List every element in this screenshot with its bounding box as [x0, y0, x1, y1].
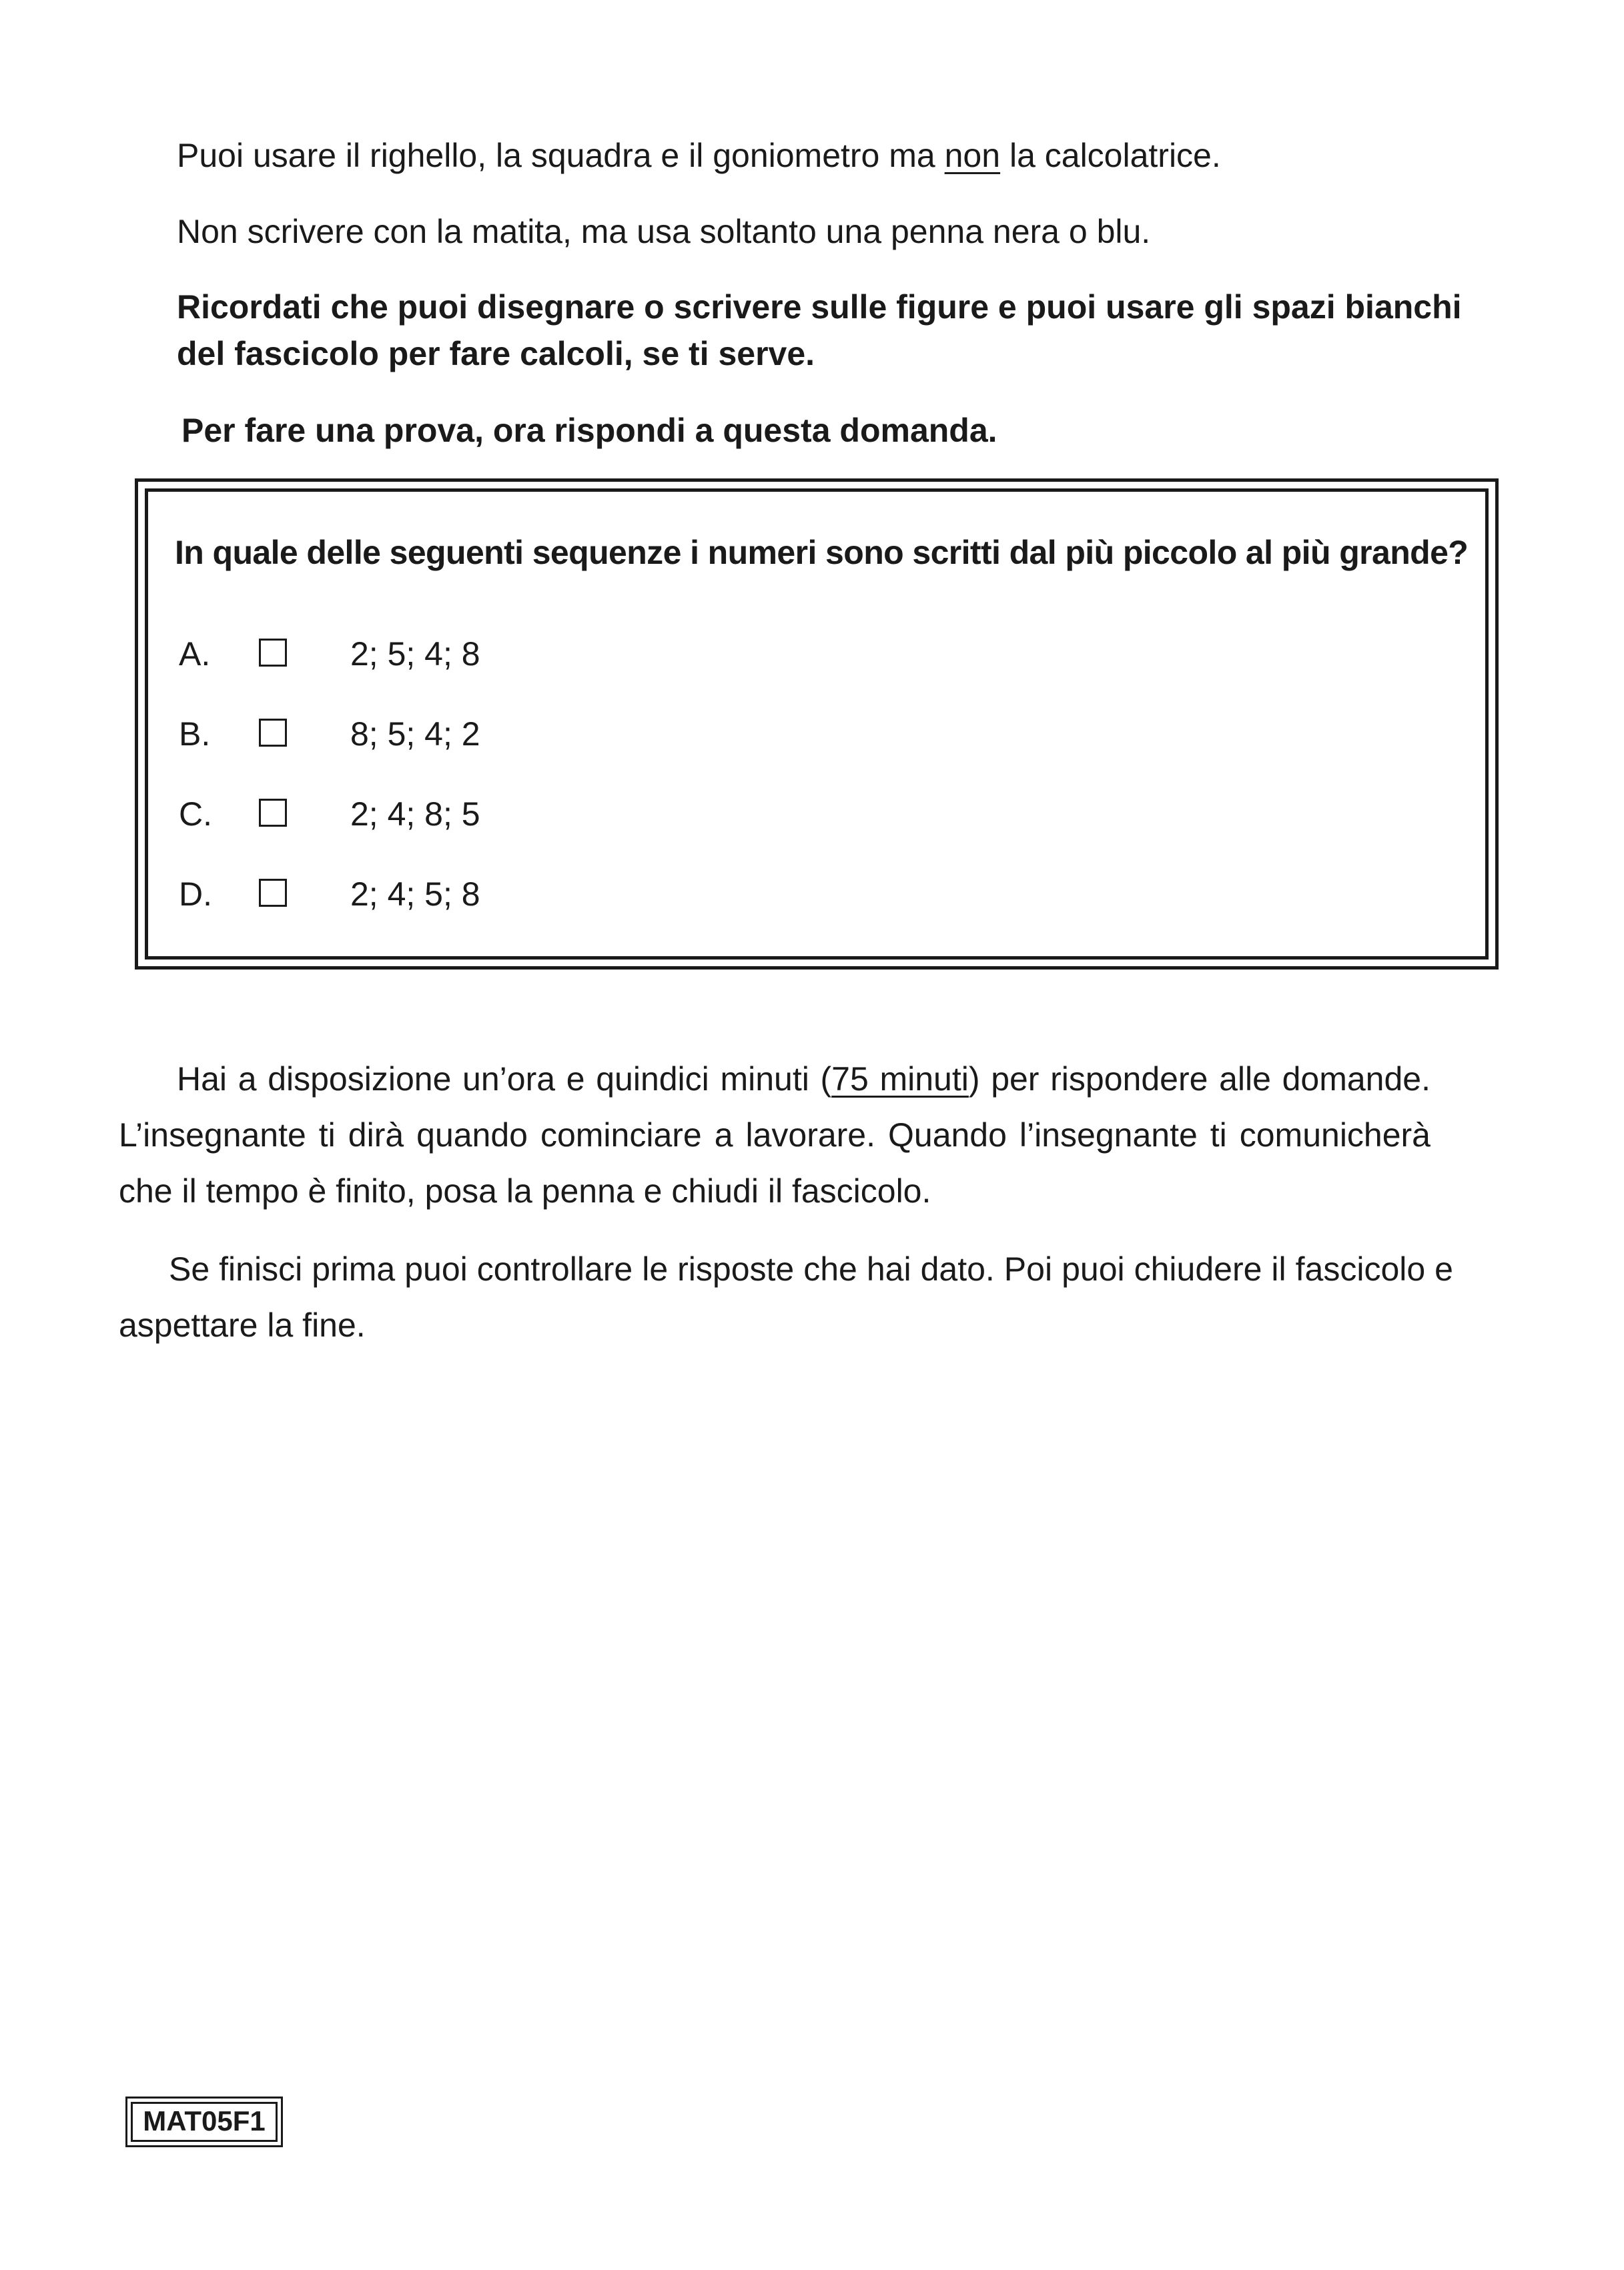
- option-d-checkbox[interactable]: [259, 879, 287, 907]
- option-d-letter: D.: [179, 875, 212, 913]
- option-c-checkbox[interactable]: [259, 799, 287, 827]
- instruction-pen: Non scrivere con la matita, ma usa soltanto una penna nera o blu.: [177, 213, 1151, 250]
- option-a-letter: A.: [179, 635, 211, 673]
- option-c-sequence: 2; 4; 8; 5: [350, 795, 480, 833]
- instruction-tools-emphasis: non: [944, 137, 1001, 174]
- time-instructions: [119, 1051, 1431, 1219]
- booklet-code-box: [125, 2097, 283, 2147]
- option-b-checkbox[interactable]: [259, 719, 287, 747]
- instruction-tools-text: Puoi usare il righello, la squadra e il goniometro ma: [177, 137, 945, 174]
- time-instructions-text-end: ) per rispondere alle domande. L’insegnante ti dirà quando cominciare a lavorare. Quando l’insegnante ti comunicherà che il tempo è finito, posa la penna e chiudi il fascicolo.: [119, 1060, 1431, 1210]
- option-d-sequence: 2; 4; 5; 8: [350, 875, 480, 913]
- booklet-code: MAT05F1: [131, 2102, 278, 2142]
- instruction-tools: [177, 132, 1511, 179]
- instruction-blank-spaces: Ricordati che puoi disegnare o scrivere sulle figure e puoi usare gli spazi bianchi del fascicolo per fare calcoli, se ti serve.: [177, 288, 1462, 372]
- example-question-text: In quale delle seguenti sequenze i numeri sono scritti dal più piccolo al più grande?: [175, 534, 1469, 571]
- option-a-checkbox[interactable]: [259, 639, 287, 667]
- time-instructions-minutes: 75 minuti: [831, 1060, 969, 1098]
- option-b-letter: B.: [179, 715, 211, 753]
- finish-instructions: Se finisci prima puoi controllare le risposte che hai dato. Poi puoi chiudere il fascicolo e aspettare la fine.: [119, 1250, 1453, 1344]
- time-instructions-text: Hai a disposizione un’ora e quindici minuti (: [177, 1060, 832, 1098]
- option-a-sequence: 2; 5; 4; 8: [350, 635, 480, 673]
- instruction-practice: Per fare una prova, ora rispondi a questa domanda.: [181, 412, 997, 449]
- instruction-tools-text-end: la calcolatrice.: [1000, 137, 1221, 174]
- option-c-letter: C.: [179, 795, 212, 833]
- option-b-sequence: 8; 5; 4; 2: [350, 715, 480, 753]
